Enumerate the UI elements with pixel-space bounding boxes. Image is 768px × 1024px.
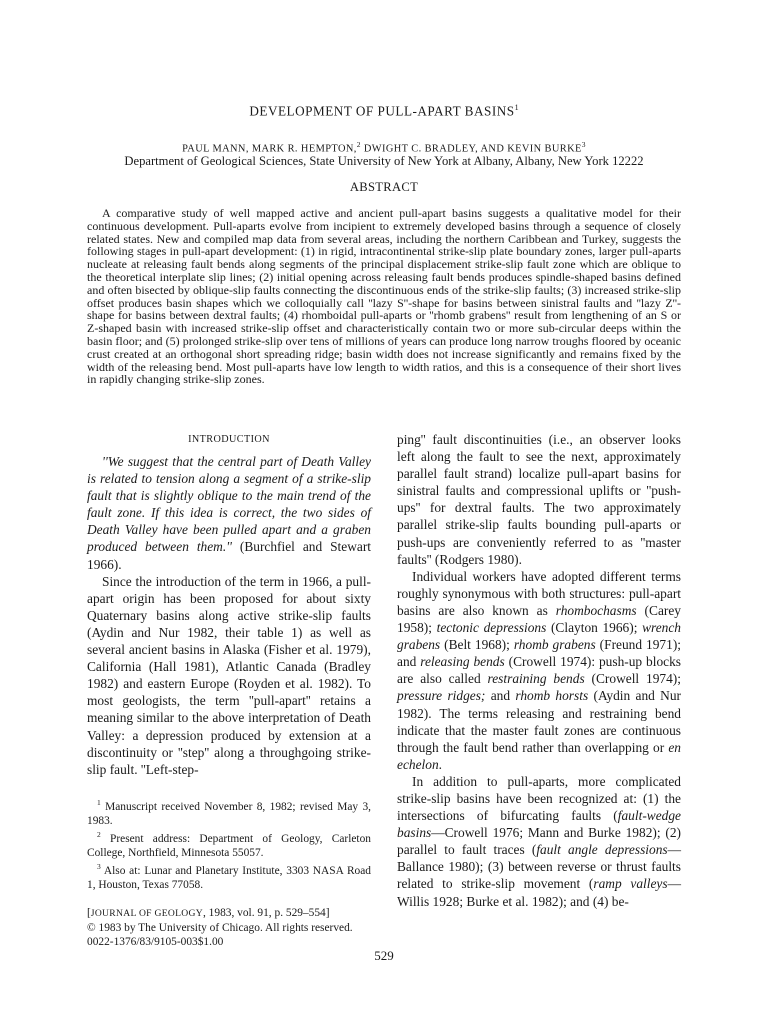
abstract-heading: ABSTRACT <box>349 180 419 194</box>
affiliation: Department of Geological Sciences, State University of New York at Albany, Albany, New York 12222 <box>124 154 644 168</box>
title-footnote-marker: 1 <box>514 103 519 112</box>
author-footnote-marker: 2 <box>356 140 361 149</box>
body-paragraph: Since the introduction of the term in 1966, a pull-apart origin has been proposed for about sixty Quaternary basins along active strike-slip faults (Aydin and Nur 1982, their table 1) as well as several ancient basins in Alaska (Fisher et al. 1979), California (Hall 1981), Atlantic Canada (Bradley 1982) and eastern Europe (Royden et al. 1982). To most geologists, the term ''pull-apart'' retains a meaning similar to the above interpretation of Death Valley: a depression produced by extension at a discontinuity or ''step'' along a throughgoing strike-slip fault. ''Left-step- <box>87 573 371 777</box>
footnote-1: $^1$ Manuscript received November 8, 1982; revised May 3, 1983. <box>87 798 371 827</box>
left-column <box>87 433 371 778</box>
section-heading-introduction: INTRODUCTION <box>188 434 270 445</box>
journal-citation: [JOURNAL OF GEOLOGY, 1983, vol. 91, p. 529–554] <box>87 906 330 919</box>
article-title: DEVELOPMENT OF PULL-APART BASINS$^1$ <box>249 103 519 119</box>
copyright-notice: © 1983 by The University of Chicago. All rights reserved. <box>87 921 353 934</box>
right-column <box>397 431 681 910</box>
abstract-text: A comparative study of well mapped active and ancient pull-apart basins suggests a qualitative model for their continuous development. Pull-aparts evolve from incipient to extremely developed basins through a sequence of closely related states. New and compiled map data from several areas, including the northern Caribbean and Turkey, suggests the following stages in pull-apart development: (1) in rigid, intracontinental strike-slip plate boundary zones, larger pull-aparts nucleate at releasing fault bends along segments of the principal displacement strike-slip fault zone which are oblique to the theoretical interplate slip lines; (2) initial opening across releasing fault bends produces spindle-shaped basins defined and often bisected by oblique-slip faults connecting the discontinuous ends of the strike-slip faults; (3) increased strike-slip offset produces basin shapes which we colloquially call ''lazy S''-shape for basins between sinistral faults and ''lazy Z''-shape for basins between dextral faults; (4) rhomboidal pull-aparts or ''rhomb grabens'' result from lengthening of an S or Z-shaped basin with increased strike-slip offset and characteristically contain two or more sub-circular deeps within the basin floor; and (5) prolonged strike-slip over tens of millions of years can produce long narrow troughs floored by oceanic crust created at an orthogonal short spreading ridge; basin width does not increase significantly and remains fixed by the width of the releasing bend. Most pull-aparts have low length to width ratios, and this is a consequence of their short lives in rapidly changing strike-slip zones. <box>87 206 681 387</box>
page-number: 529 <box>374 948 394 963</box>
footnote-2: $^2$ Present address: Department of Geology, Carleton College, Northfield, Minnesota 55057. <box>87 830 371 860</box>
author-list: PAUL MANN, MARK R. HEMPTON,$^2$ DWIGHT C. BRADLEY, AND KEVIN BURKE$^3$ <box>182 140 586 155</box>
author-footnote-marker: 3 <box>581 140 586 149</box>
body-paragraph: Individual workers have adopted different terms roughly synonymous with both structures: pull-apart basins are also known as rhombochasms (Carey 1958); tectonic depressions (Clayton 1966); wrench grabens (Belt 1968); rhomb grabens (Freund 1971); and releasing bends (Crowell 1974): push-up blocks are also called restraining bends (Crowell 1974); pressure ridges; and rhomb horsts (Aydin and Nur 1982). The terms releasing and restraining bend indicate that the master fault zones are continuous through the fault bend rather than overlapping or en echelon. <box>397 568 681 772</box>
epigraph-quote: ''We suggest that the central part of Death Valley is related to tension along a segment of a strike-slip fault that is slightly oblique to the main trend of the fault zone. If this idea is correct, the two sides of Death Valley have been pulled apart and a graben produced between them.'' (Burchfiel and Stewart 1966). <box>87 454 372 572</box>
footnote-3: $^3$ Also at: Lunar and Planetary Institute, 3303 NASA Road 1, Houston, Texas 77058. <box>87 862 371 892</box>
article-code: 0022-1376/83/9105-003$1.00 <box>87 936 224 949</box>
footnotes <box>87 796 371 949</box>
body-paragraph: ping'' fault discontinuities (i.e., an observer looks left along the fault to see the next, approximately parallel fault strand) localize pull-apart basins for sinistral faults and compressional uplifts or ''push-ups'' for dextral faults. The two approximately parallel strike-slip faults bounding pull-aparts or push-ups are conveniently referred to as ''master faults'' (Rodgers 1980). <box>397 432 681 567</box>
body-paragraph: In addition to pull-aparts, more complicated strike-slip basins have been recognized at: (1) the intersections of bifurcating faults (fault-wedge basins—Crowell 1976; Mann and Burke 1982); (2) parallel to fault traces (fault angle depressions—Ballance 1980); (3) between reverse or thrust faults related to strike-slip movement (ramp valleys— Willis 1928; Burke et al. 1982); and (4) be- <box>397 773 682 909</box>
